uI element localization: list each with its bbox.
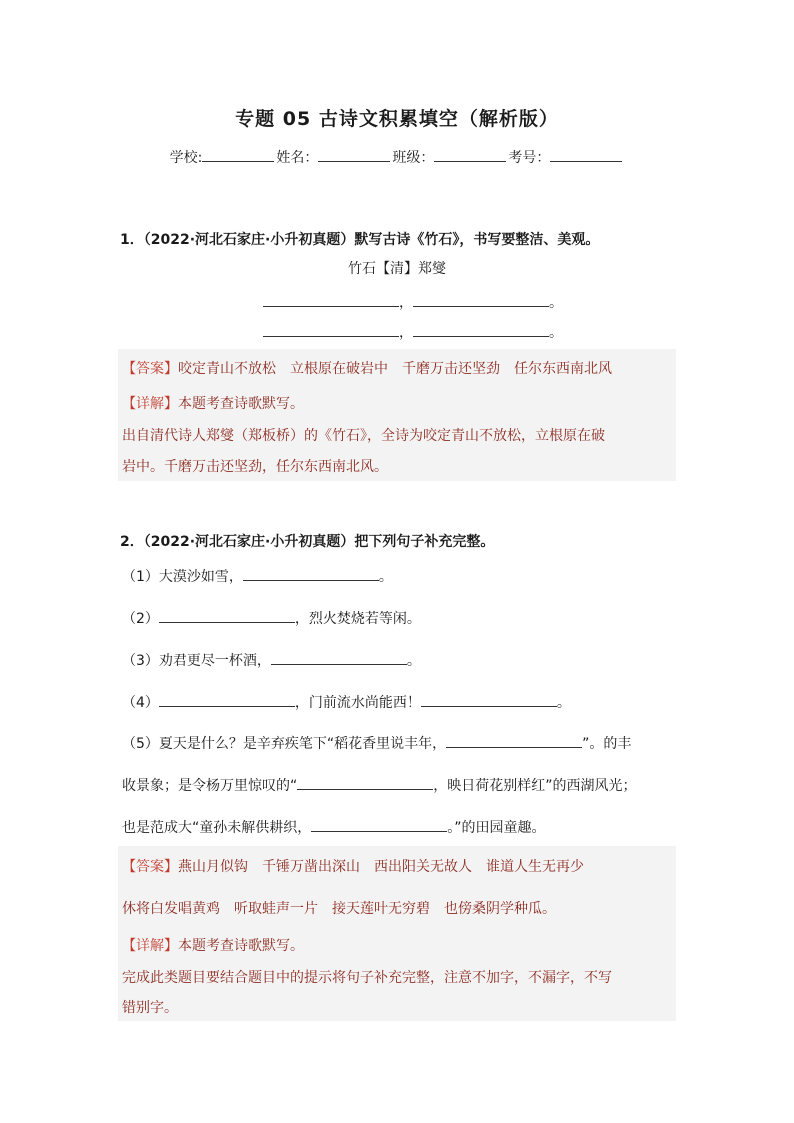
poem-blank-1[interactable] <box>263 292 399 307</box>
q2-item-2: （2） ，烈火焚烧若等闲。 <box>122 608 421 628</box>
question-2-heading: 2．（2022·河北石家庄·小升初真题）把下列句子补充完整。 <box>120 534 495 550</box>
q2-blank-6[interactable] <box>446 733 582 748</box>
q2-item-5-cont2: 也是范成大“童孙未解供耕织， 。”的田园童趣。 <box>122 817 546 837</box>
poem-blank-4[interactable] <box>413 322 549 337</box>
poem-blank-3[interactable] <box>263 322 399 337</box>
poem-blank-2[interactable] <box>413 292 549 307</box>
q2-blank-2[interactable] <box>159 608 295 623</box>
q2-blank-1[interactable] <box>243 566 379 581</box>
name-label: 姓名： <box>276 150 319 166</box>
student-info-line <box>0 147 794 167</box>
answer-line: 【答案】燕山月似钩 千锤万凿出深山 西出阳关无故人 谁道人生无再少 <box>122 859 584 875</box>
poem-line-2: ， 。 <box>263 322 563 342</box>
q2-item-5-cont: 收景象；是令杨万里惊叹的“ ，映日荷花别样红”的西湖风光； <box>122 775 637 795</box>
explanation-line: 完成此类题目要结合题目中的提示将句子补充完整，注意不加字，不漏字，不写 <box>122 970 612 986</box>
q2-item-4: （4） ，门前流水尚能西！ 。 <box>122 692 571 712</box>
q2-item-3: （3）劝君更尽一杯酒， 。 <box>122 650 421 670</box>
page-title: 专题 05 古诗文积累填空（解析版） <box>235 108 559 130</box>
name-blank[interactable] <box>318 148 390 162</box>
school-label: 学校: <box>169 150 203 166</box>
detail-line: 【详解】本题考查诗歌默写。 <box>122 938 304 954</box>
exam-number-blank[interactable] <box>550 148 622 162</box>
class-blank[interactable] <box>434 148 506 162</box>
explanation-line: 岩中。千磨万击还坚劲，任尔东西南北风。 <box>122 459 388 475</box>
poem-title: 竹石【清】郑燮 <box>348 261 446 277</box>
q2-item-5: （5）夏天是什么？是辛弃疾笔下“稻花香里说丰年， ”。的丰 <box>122 733 631 753</box>
explanation-line: 出自清代诗人郑燮（郑板桥）的《竹石》，全诗为咬定青山不放松，立根原在破 <box>122 428 605 444</box>
q2-item-1: （1）大漠沙如雪， 。 <box>122 566 393 586</box>
question-2-answer-box <box>118 846 676 1021</box>
detail-line: 【详解】本题考查诗歌默写。 <box>122 396 304 412</box>
q2-blank-3[interactable] <box>271 650 407 665</box>
question-1-answer-box <box>118 349 676 481</box>
exam-number-label: 考号： <box>508 150 551 166</box>
question-1-heading: 1．（2022·河北石家庄·小升初真题）默写古诗《竹石》，书写要整洁、美观。 <box>120 232 600 248</box>
explanation-line: 错别字。 <box>122 1000 178 1016</box>
answer-line: 【答案】咬定青山不放松 立根原在破岩中 千磨万击还坚劲 任尔东西南北风 <box>122 361 612 377</box>
q2-blank-4[interactable] <box>159 692 295 707</box>
answer-line: 休将白发唱黄鸡 听取蛙声一片 接天莲叶无穷碧 也傍桑阴学种瓜。 <box>122 901 556 917</box>
school-blank[interactable] <box>202 148 274 162</box>
q2-blank-8[interactable] <box>311 817 447 832</box>
poem-line-1: ， 。 <box>263 292 563 312</box>
q2-blank-5[interactable] <box>421 692 557 707</box>
class-label: 班级： <box>392 150 435 166</box>
q2-blank-7[interactable] <box>297 775 433 790</box>
